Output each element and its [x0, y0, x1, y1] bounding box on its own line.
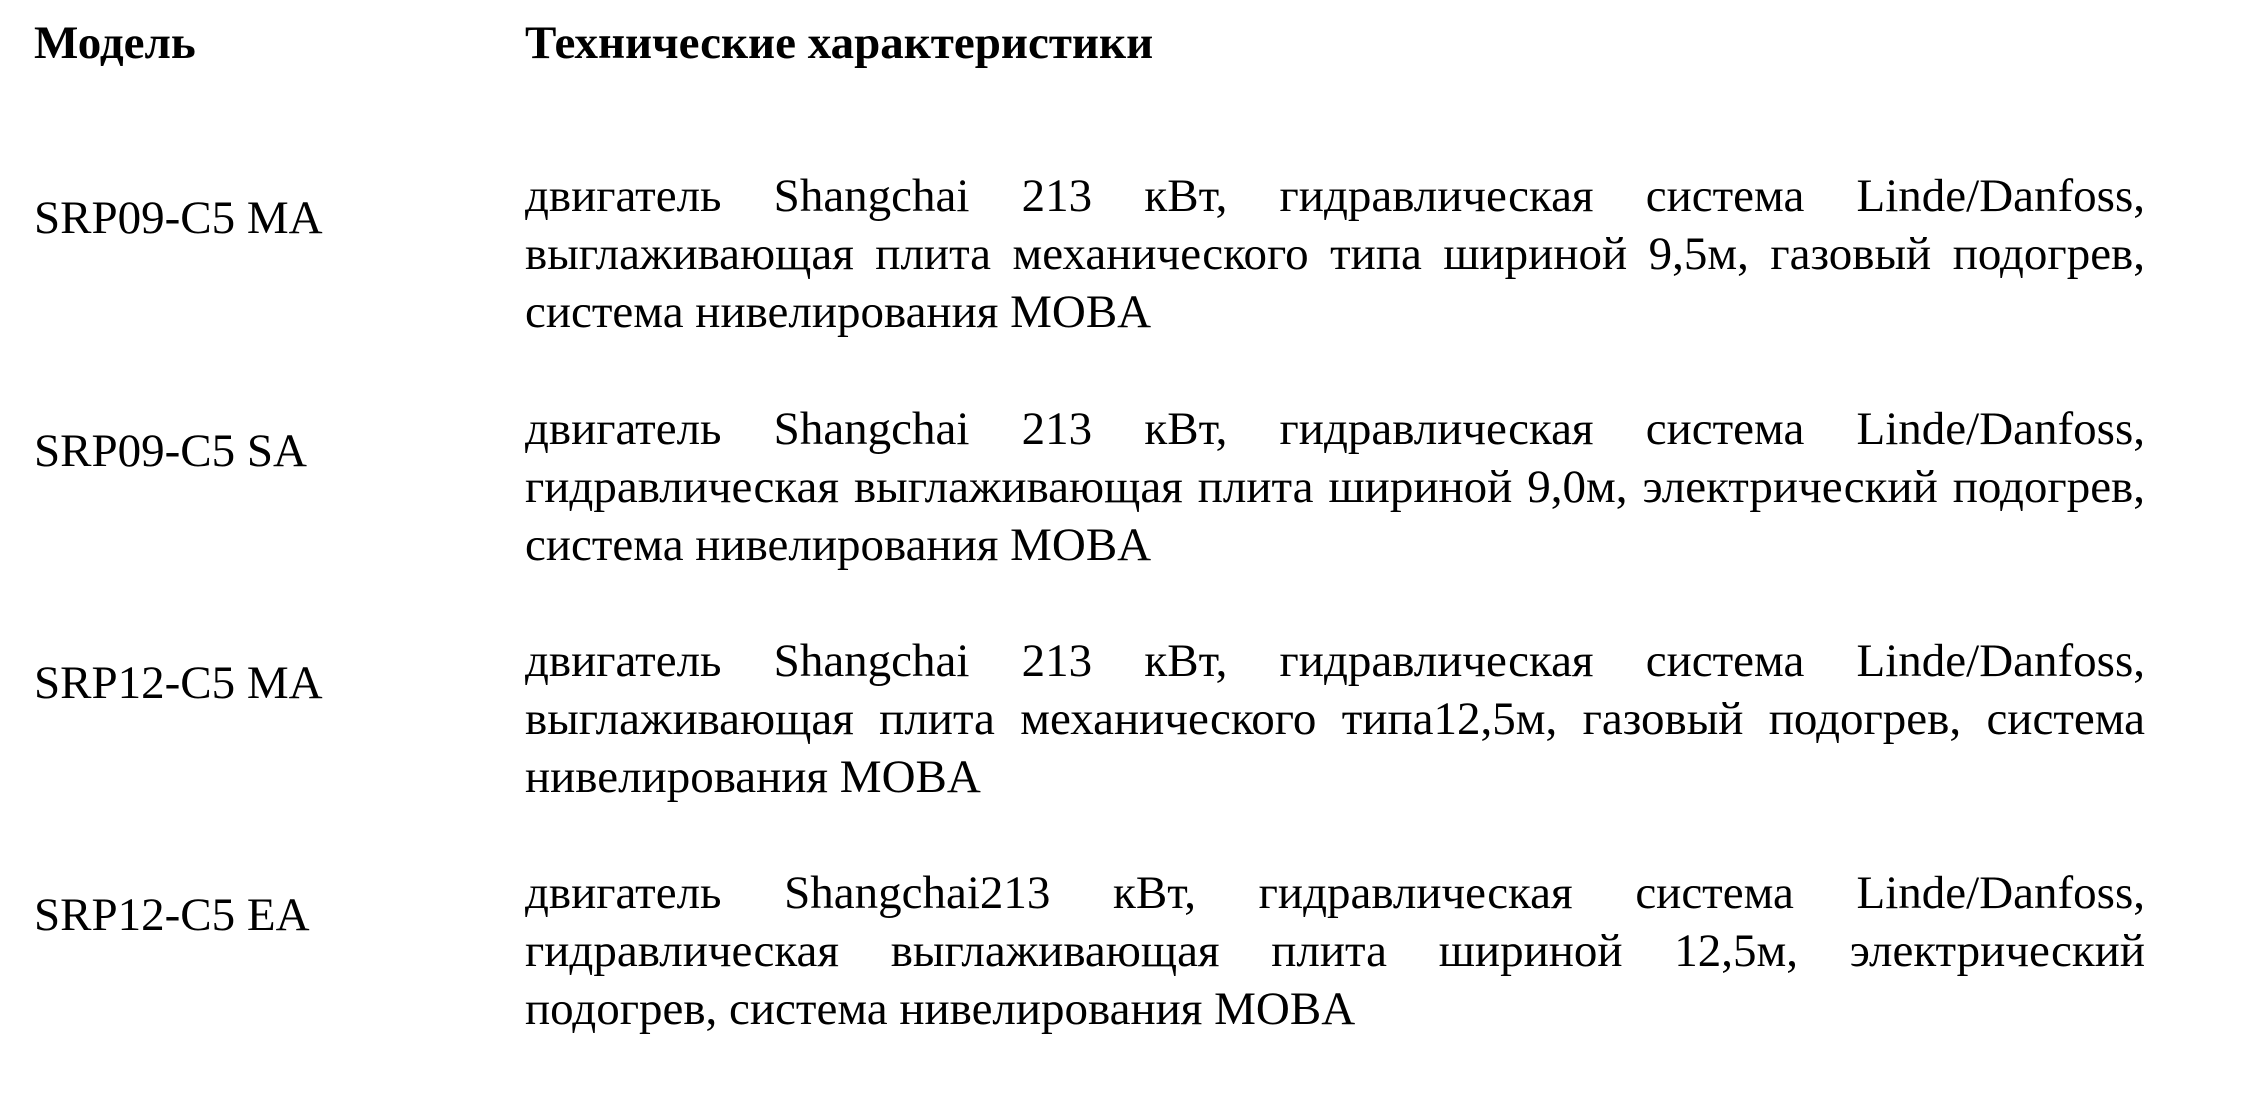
header-model: Модель: [34, 17, 196, 69]
model-name: SRP12-C5 MA: [34, 657, 323, 709]
model-name: SRP09-C5 SA: [34, 425, 307, 477]
model-name: SRP09-C5 MA: [34, 192, 323, 244]
model-name: SRP12-C5 EA: [34, 889, 310, 941]
model-specifications: двигатель Shangchai 213 кВт, гидравлическая система Linde/Danfoss, гидравлическая выглаживающая плита шириной 9,0м, электрический подогрев, система нивелирования MOBA: [525, 403, 2145, 571]
model-specifications: двигатель Shangchai213 кВт, гидравлическая система Linde/Danfoss, гидравлическая выглаживающая плита шириной 12,5м, электрический подогрев, система нивелирования MOBA: [525, 867, 2145, 1035]
table-header: [0, 18, 2261, 68]
model-specifications: двигатель Shangchai 213 кВт, гидравлическая система Linde/Danfoss, выглаживающая плита механического типа12,5м, газовый подогрев, система нивелирования MOBA: [525, 635, 2145, 803]
model-specifications: двигатель Shangchai 213 кВт, гидравлическая система Linde/Danfoss, выглаживающая плита механического типа шириной 9,5м, газовый подогрев, система нивелирования MOBA: [525, 170, 2145, 338]
header-specifications: Технические характеристики: [525, 17, 1154, 69]
